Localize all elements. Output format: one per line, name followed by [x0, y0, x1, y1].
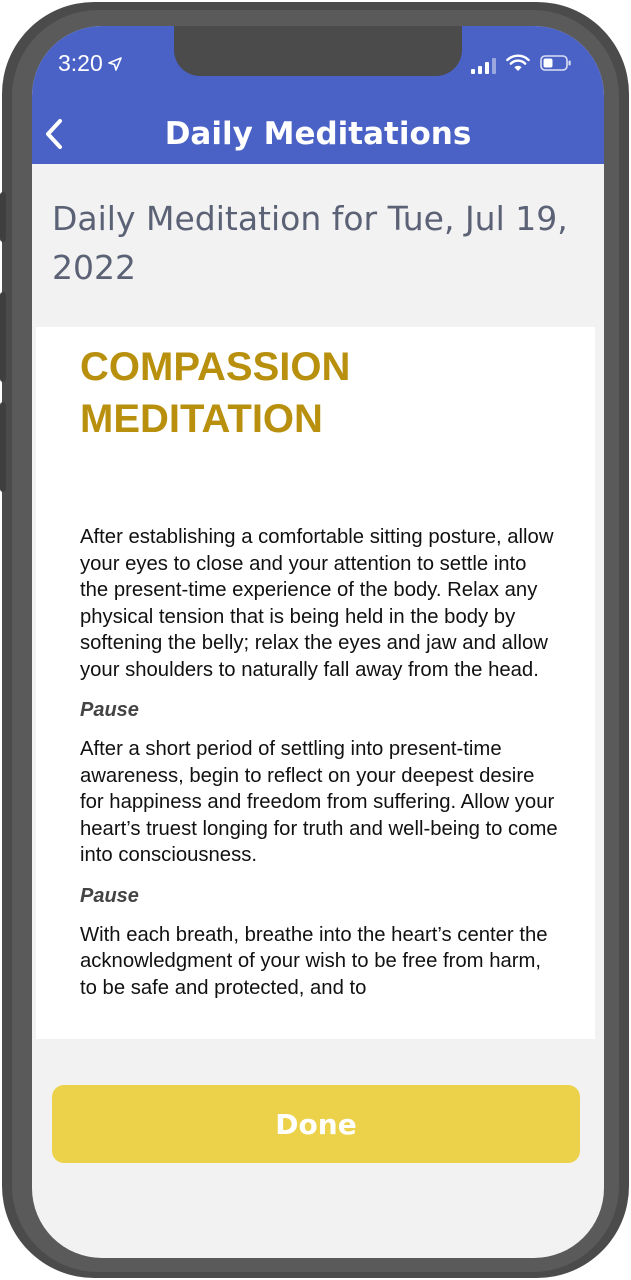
signal-icon	[471, 58, 496, 74]
status-time-text: 3:20	[58, 50, 103, 76]
camera-notch	[174, 26, 462, 76]
done-button[interactable]: Done	[52, 1085, 580, 1163]
status-time	[58, 50, 122, 77]
pause-label: Pause	[80, 884, 139, 907]
meditation-text	[80, 341, 560, 1015]
volume-up-button	[0, 292, 6, 382]
phone-frame	[2, 2, 629, 1278]
status-icons	[471, 54, 572, 77]
wifi-icon	[506, 54, 530, 77]
meditation-paragraph: With each breath, breathe into the heart’s center the acknowledgment of your wish to be free from harm, to be safe and protected, and to	[80, 923, 548, 999]
status-bar	[32, 26, 604, 108]
pause-label: Pause	[80, 699, 139, 721]
nav-title: Daily Meditations	[164, 116, 472, 152]
meditation-paragraph: After a short period of settling into present-time awareness, begin to reflect on your deepest desire for happiness and freedom from suffering. Allow your heart’s truest longing for truth and well-being to come into consciousness.	[80, 738, 558, 866]
location-arrow-icon	[108, 50, 122, 77]
meditation-content[interactable]	[36, 327, 595, 1039]
navigation-bar	[32, 108, 604, 164]
meditation-heading: COMPASSION MEDITATION	[80, 345, 351, 441]
page-title: Daily Meditation for Tue, Jul 19, 2022	[52, 199, 568, 287]
phone-screen	[32, 26, 604, 1258]
volume-down-button	[0, 402, 6, 492]
meditation-paragraph: After establishing a comfortable sitting posture, allow your eyes to close and your attention to settle into the present-time experience of the body. Relax any physical tension that is being held in the body by softening the belly; relax the eyes and jaw and allow your shoulders to naturally fall away from the head.	[80, 526, 554, 681]
battery-icon	[540, 55, 572, 76]
silent-switch	[0, 192, 6, 242]
